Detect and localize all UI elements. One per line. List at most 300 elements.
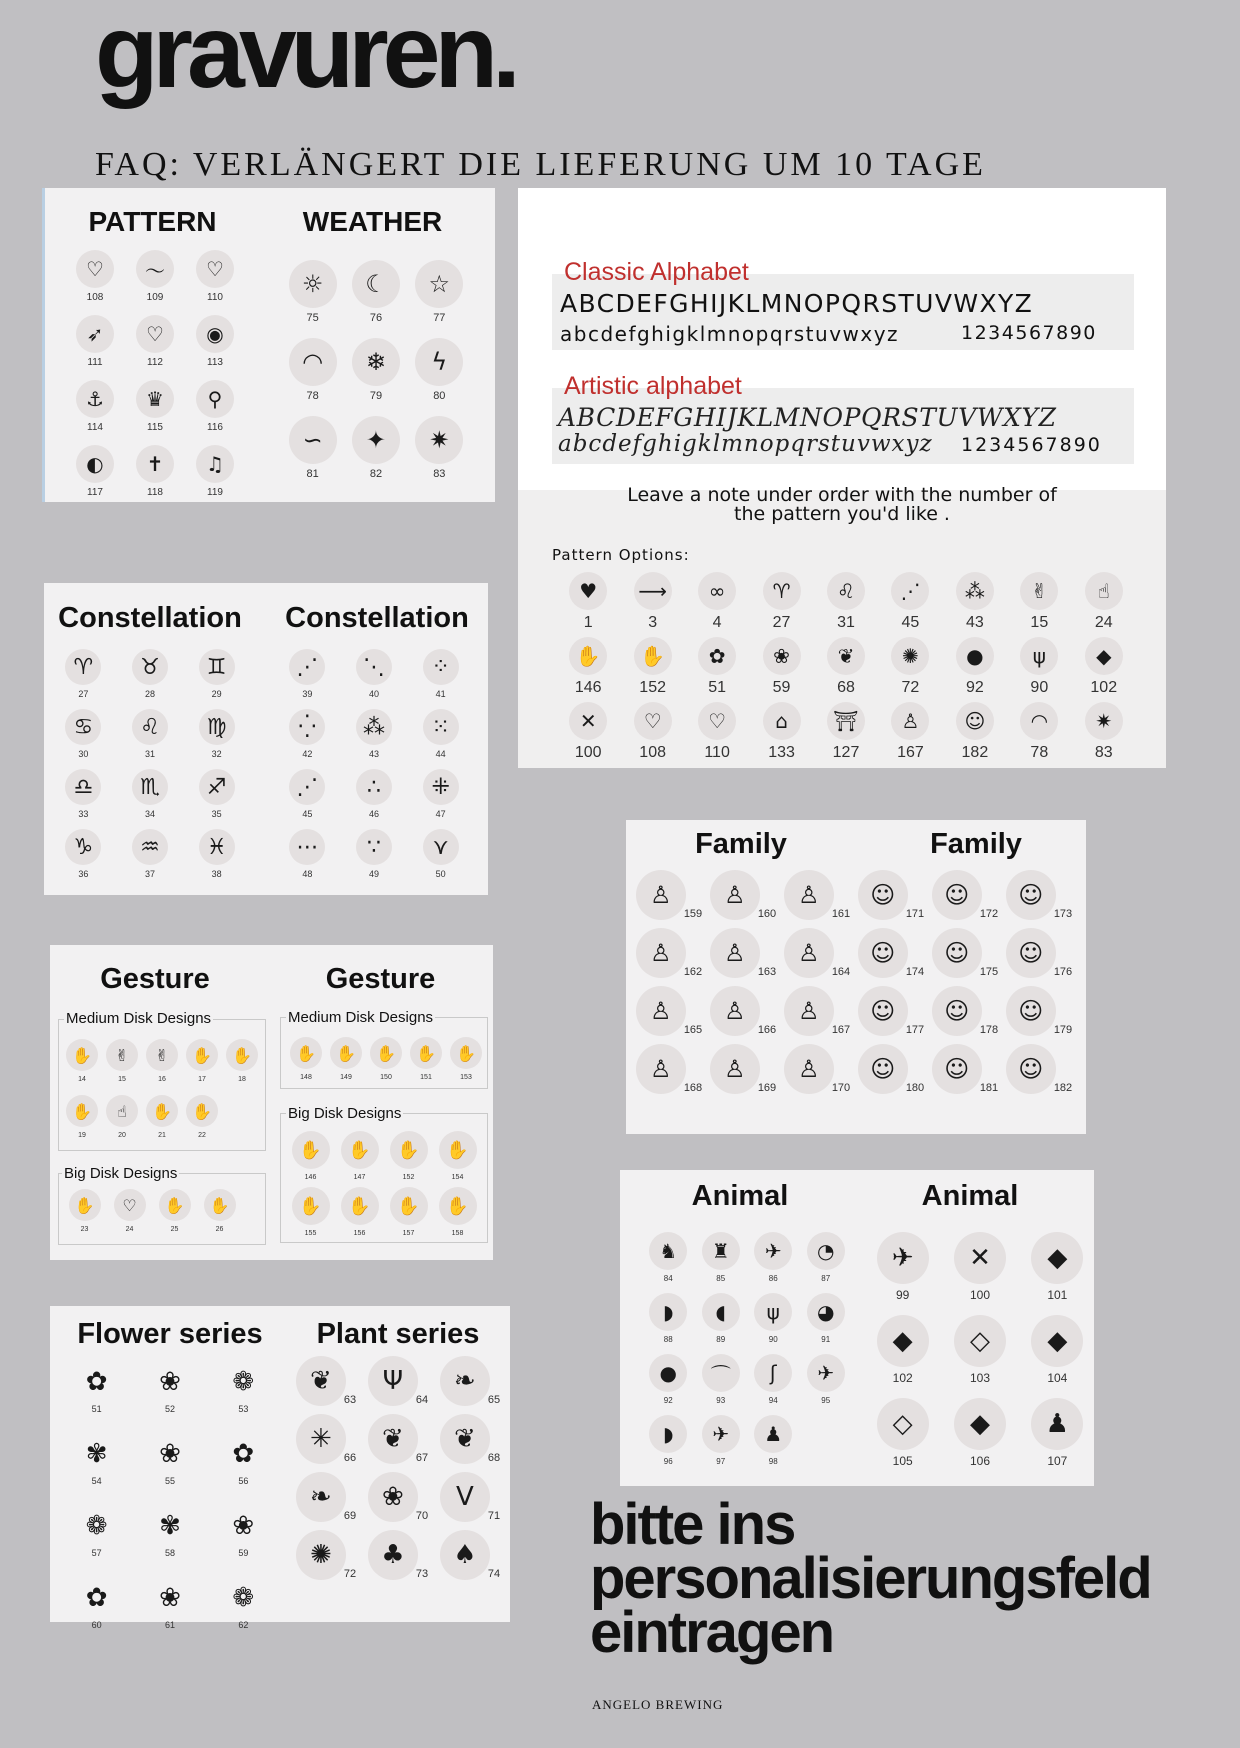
design-number: 43 (368, 749, 379, 759)
design-number: 41 (435, 689, 446, 699)
design-item (685, 702, 749, 761)
design-number: 63 (343, 1394, 357, 1406)
design-number: 167 (831, 1024, 851, 1036)
design-icon: ☺ (858, 986, 908, 1036)
design-number: 31 (837, 614, 855, 631)
design-number: 177 (905, 1024, 925, 1036)
classic-lowercase: abcdefghigklmnopqrstuvwxyz (560, 322, 900, 346)
design-item (407, 649, 474, 699)
design-number: 82 (369, 468, 383, 480)
design-item (50, 769, 117, 819)
design-item (133, 1436, 206, 1486)
design-icon: ◔ (807, 1232, 845, 1270)
design-icon: ◇ (877, 1398, 929, 1450)
design-icon: ✋ (159, 1189, 191, 1221)
design-item (706, 986, 780, 1036)
design-item (60, 1508, 133, 1558)
design-number: 4 (712, 614, 722, 631)
design-number: 146 (574, 679, 602, 696)
design-number: 169 (757, 1082, 777, 1094)
design-icon: ♌ (132, 709, 168, 745)
design-item (1002, 1044, 1076, 1094)
design-item (407, 769, 474, 819)
design-icon: ◆ (1031, 1232, 1083, 1284)
design-icon: ⁘ (423, 649, 459, 685)
design-icon: ✋ (186, 1095, 218, 1127)
design-number: 106 (969, 1454, 990, 1468)
design-number: 30 (78, 749, 89, 759)
design-item (185, 315, 245, 368)
design-number: 68 (837, 679, 855, 696)
design-icon: ♐ (199, 769, 235, 805)
design-icon: ✋ (341, 1131, 379, 1169)
design-item (60, 1436, 133, 1486)
design-item (274, 769, 341, 819)
artistic-uppercase: ABCDEFGHIJKLMNOPQRSTUVWXYZ (558, 403, 1057, 432)
design-icon: ✿ (85, 1583, 108, 1613)
design-icon: ✋ (390, 1131, 428, 1169)
design-number: 50 (435, 869, 446, 879)
design-item (642, 1232, 695, 1283)
design-number: 117 (87, 487, 103, 498)
design-number: 18 (238, 1076, 246, 1083)
design-icon: ❧ (440, 1356, 490, 1406)
design-number: 42 (302, 749, 313, 759)
design-icon: ✋ (226, 1039, 258, 1071)
design-icon: ♈ (763, 572, 801, 610)
design-number: 70 (415, 1510, 429, 1522)
design-icon: ◆ (954, 1398, 1006, 1450)
design-number: 182 (961, 744, 989, 761)
design-number: 159 (683, 908, 703, 920)
design-icon: ψ (1020, 637, 1058, 675)
design-icon: ❦ (827, 637, 865, 675)
design-item (943, 702, 1007, 761)
design-icon: ♍ (199, 709, 235, 745)
design-item (197, 1189, 242, 1233)
order-note-line1: Leave a note under order with the number of (627, 484, 1057, 506)
weather-title: WEATHER (302, 206, 443, 237)
artistic-lowercase: abcdefghigklmnopqrstuvwxyz (558, 431, 933, 457)
design-item (344, 260, 407, 324)
design-item (406, 1037, 446, 1081)
design-item (326, 1037, 366, 1081)
design-item (362, 1530, 434, 1580)
design-number: 182 (1053, 1082, 1073, 1094)
design-number: 102 (1090, 679, 1118, 696)
design-item (335, 1187, 384, 1237)
design-item (1002, 870, 1076, 920)
design-icon: ⋎ (423, 829, 459, 865)
design-icon: ⁜ (423, 769, 459, 805)
design-item (185, 445, 245, 498)
design-item (800, 1354, 853, 1405)
design-number: 60 (91, 1620, 102, 1630)
design-item (62, 1095, 102, 1139)
design-item (556, 572, 620, 631)
design-item (182, 1039, 222, 1083)
design-number: 79 (369, 390, 383, 402)
design-item (620, 702, 684, 761)
animal-panel (620, 1170, 1094, 1486)
design-number: 59 (238, 1548, 249, 1558)
design-icon: ♙ (710, 870, 760, 920)
design-number: 133 (768, 744, 795, 761)
design-number: 43 (965, 614, 984, 631)
design-number: 95 (821, 1396, 831, 1405)
design-item (290, 1530, 362, 1580)
design-number: 179 (1053, 1024, 1073, 1036)
design-item (642, 1415, 695, 1466)
gesture-panel (50, 945, 493, 1260)
family-panel (626, 820, 1086, 1134)
left-medium-disk-label: Medium Disk Designs (66, 1010, 212, 1027)
design-item (274, 709, 341, 759)
design-item (749, 572, 813, 631)
design-item (335, 1131, 384, 1181)
design-number: 73 (415, 1568, 429, 1580)
design-icon: ❁ (232, 1583, 255, 1613)
design-item (1002, 986, 1076, 1036)
design-number: 94 (768, 1396, 778, 1405)
design-number: 108 (86, 292, 104, 303)
design-item (102, 1095, 142, 1139)
design-number: 52 (164, 1404, 175, 1414)
left-medium-disk-grid (62, 1039, 262, 1139)
design-icon: ❀ (159, 1367, 181, 1397)
design-number: 14 (78, 1076, 86, 1083)
design-number: 48 (302, 869, 313, 879)
design-icon: ✿ (698, 637, 736, 675)
design-item (341, 649, 408, 699)
design-icon: ☼ (289, 260, 337, 308)
design-item (434, 1472, 506, 1522)
design-icon: ☺ (932, 986, 982, 1036)
design-number: 25 (170, 1226, 179, 1233)
design-item (286, 1187, 335, 1237)
pattern-grid (65, 250, 245, 498)
design-icon: ✋ (292, 1187, 330, 1225)
design-item (620, 637, 684, 696)
design-number: 102 (892, 1371, 913, 1385)
right-medium-disk-grid (286, 1037, 486, 1081)
design-item (142, 1095, 182, 1139)
design-item (556, 637, 620, 696)
design-icon: ⚲ (196, 380, 234, 418)
design-icon: ✈ (877, 1232, 929, 1284)
design-icon: 〜 (136, 250, 174, 288)
design-icon: ◠ (1020, 702, 1058, 740)
design-item (878, 637, 942, 696)
design-icon: ʃ (754, 1354, 792, 1392)
design-number: 92 (663, 1396, 673, 1405)
design-item (281, 260, 344, 324)
design-item (433, 1131, 482, 1181)
animal-title-right: Animal (921, 1180, 1019, 1212)
design-number: 72 (901, 679, 920, 696)
design-number: 32 (211, 749, 222, 759)
design-number: 118 (147, 487, 163, 498)
design-number: 15 (1030, 614, 1049, 631)
design-item (854, 1044, 928, 1094)
flower-series-title: Flower series (77, 1318, 263, 1350)
design-number: 17 (198, 1076, 206, 1083)
design-item (362, 1356, 434, 1406)
design-item (632, 928, 706, 978)
design-icon: ✋ (341, 1187, 379, 1225)
design-number: 181 (979, 1082, 999, 1094)
design-number: 165 (683, 1024, 703, 1036)
gesture-title-left: Gesture (100, 963, 210, 995)
instruction-line2: personalisierungsfeld (590, 1546, 1151, 1611)
design-number: 149 (340, 1074, 352, 1081)
design-number: 68 (487, 1452, 501, 1464)
design-number: 81 (306, 468, 319, 480)
design-icon: ♡ (114, 1189, 146, 1221)
design-number: 91 (821, 1335, 831, 1344)
design-icon: ♡ (196, 250, 234, 288)
design-icon: ✦ (352, 416, 400, 464)
design-icon: ✋ (370, 1037, 402, 1069)
design-number: 77 (433, 312, 446, 324)
design-item (1002, 928, 1076, 978)
design-icon: ✋ (69, 1189, 101, 1221)
design-icon: ⁙ (423, 709, 459, 745)
flower-grid (60, 1364, 280, 1630)
family-title-right: Family (930, 828, 1022, 860)
design-icon: ♟ (1031, 1398, 1083, 1450)
family-title-left: Family (695, 828, 787, 860)
design-number: 44 (435, 749, 446, 759)
design-icon: ♙ (784, 1044, 834, 1094)
design-item (854, 870, 928, 920)
design-item (60, 1580, 133, 1630)
design-number: 29 (211, 689, 222, 699)
design-icon: ● (649, 1354, 687, 1392)
design-icon: ◆ (1031, 1315, 1083, 1367)
design-item (685, 637, 749, 696)
design-item (800, 1293, 853, 1344)
design-item (1007, 702, 1071, 761)
design-icon: ♙ (710, 928, 760, 978)
design-number: 69 (343, 1510, 357, 1522)
star-constellation-grid (274, 649, 474, 879)
design-number: 108 (639, 744, 666, 761)
design-item (341, 769, 408, 819)
design-number: 35 (211, 809, 222, 819)
design-number: 19 (78, 1132, 86, 1139)
design-icon: ❁ (85, 1511, 108, 1541)
design-item (341, 709, 408, 759)
design-item (642, 1354, 695, 1405)
design-icon: ♊ (199, 649, 235, 685)
design-icon: ✋ (569, 637, 607, 675)
design-number: 173 (1053, 908, 1073, 920)
design-icon: ⟶ (634, 572, 672, 610)
design-number: 161 (831, 908, 851, 920)
design-icon: V (440, 1472, 490, 1522)
design-item (408, 260, 471, 324)
pattern-weather-panel (42, 188, 495, 502)
design-icon: ♜ (702, 1232, 740, 1270)
design-icon: ☺ (1006, 1044, 1056, 1094)
design-item (62, 1189, 107, 1233)
design-item (152, 1189, 197, 1233)
design-item (125, 315, 185, 368)
design-icon: ❀ (368, 1472, 418, 1522)
design-number: 103 (969, 1371, 990, 1385)
design-number: 101 (1047, 1288, 1068, 1302)
design-item (434, 1356, 506, 1406)
design-icon: ⚓ (76, 380, 114, 418)
classic-uppercase: ABCDEFGHIJKLMNOPQRSTUVWXYZ (560, 289, 1034, 318)
design-number: 109 (146, 292, 164, 303)
design-item (433, 1187, 482, 1237)
design-number: 114 (87, 422, 103, 433)
design-item (185, 380, 245, 433)
design-item (1019, 1315, 1096, 1384)
design-number: 107 (1047, 1454, 1068, 1468)
design-item (290, 1414, 362, 1464)
design-icon: ⋰ (289, 649, 325, 685)
design-number: 148 (300, 1074, 312, 1081)
design-number: 27 (78, 689, 89, 699)
design-number: 16 (158, 1076, 166, 1083)
design-icon: ☺ (956, 702, 994, 740)
design-icon: ♠ (440, 1530, 490, 1580)
design-number: 147 (353, 1174, 366, 1181)
design-number: 115 (147, 422, 163, 433)
design-item (928, 870, 1002, 920)
design-icon: ♫ (196, 445, 234, 483)
design-number: 89 (716, 1335, 726, 1344)
design-item (222, 1039, 262, 1083)
left-big-disk-grid (62, 1189, 242, 1233)
design-item (695, 1415, 748, 1466)
design-item (65, 445, 125, 498)
design-item (286, 1131, 335, 1181)
right-big-disk-label: Big Disk Designs (288, 1105, 402, 1122)
design-icon: ◗ (649, 1293, 687, 1331)
design-icon: ◆ (1085, 637, 1123, 675)
design-item (183, 709, 250, 759)
design-number: 90 (1030, 679, 1049, 696)
design-item (183, 769, 250, 819)
flower-plant-panel (50, 1306, 510, 1630)
design-item (362, 1414, 434, 1464)
gesture-title-right: Gesture (325, 963, 436, 995)
design-icon: ❦ (368, 1414, 418, 1464)
design-icon: Ψ (368, 1356, 418, 1406)
design-item (928, 1044, 1002, 1094)
design-number: 78 (306, 390, 319, 402)
design-icon: ✈ (807, 1354, 845, 1392)
design-item (125, 445, 185, 498)
design-number: 37 (144, 869, 155, 879)
design-item (814, 572, 878, 631)
design-number: 127 (832, 744, 860, 761)
design-number: 92 (965, 679, 984, 696)
design-icon: ✷ (1085, 702, 1123, 740)
design-number: 45 (302, 809, 313, 819)
design-icon: ☺ (932, 1044, 982, 1094)
design-icon: ☺ (932, 870, 982, 920)
design-icon: ☺ (932, 928, 982, 978)
design-number: 45 (901, 614, 920, 631)
design-icon: ✷ (415, 416, 463, 464)
design-item (107, 1189, 152, 1233)
design-item (434, 1530, 506, 1580)
design-number: 87 (821, 1274, 831, 1283)
design-item (117, 829, 184, 879)
design-icon: ✋ (186, 1039, 218, 1071)
design-number: 93 (716, 1396, 726, 1405)
design-icon: ❄ (352, 338, 400, 386)
design-icon: ♡ (634, 702, 672, 740)
pattern-options-label: Pattern Options: (552, 546, 690, 564)
design-icon: ✋ (330, 1037, 362, 1069)
design-number: 31 (144, 749, 155, 759)
design-item (384, 1187, 433, 1237)
design-item (941, 1232, 1018, 1301)
design-icon: ✈ (702, 1415, 740, 1453)
design-item (1019, 1398, 1096, 1467)
constellation-panel (44, 583, 488, 895)
design-item (685, 572, 749, 631)
design-icon: ⋰ (289, 769, 325, 805)
design-item (695, 1293, 748, 1344)
design-item (749, 637, 813, 696)
design-icon: ✋ (290, 1037, 322, 1069)
design-icon: ⁂ (956, 572, 994, 610)
design-number: 99 (895, 1288, 910, 1302)
design-item (928, 928, 1002, 978)
design-item (632, 986, 706, 1036)
design-icon: ✋ (410, 1037, 442, 1069)
design-item (943, 572, 1007, 631)
design-number: 24 (125, 1226, 134, 1233)
constellation-title-right: Constellation (285, 602, 469, 634)
design-icon: ☺ (1006, 986, 1056, 1036)
design-item (747, 1354, 800, 1405)
design-number: 162 (683, 966, 703, 978)
design-number: 167 (897, 744, 924, 761)
design-item (446, 1037, 486, 1081)
design-icon: ψ (754, 1293, 792, 1331)
design-number: 67 (415, 1452, 429, 1464)
design-number: 96 (663, 1457, 673, 1466)
design-icon: ✋ (204, 1189, 236, 1221)
faq-subtitle: FAQ: VERLÄNGERT DIE LIEFERUNG UM 10 TAGE (95, 146, 986, 183)
design-number: 53 (238, 1404, 249, 1414)
design-number: 98 (768, 1457, 778, 1466)
design-number: 112 (147, 357, 163, 368)
design-icon: ♡ (136, 315, 174, 353)
design-number: 172 (979, 908, 999, 920)
design-item (125, 250, 185, 303)
design-item (642, 1293, 695, 1344)
design-icon: ϟ (415, 338, 463, 386)
design-icon: ✋ (66, 1039, 98, 1071)
design-number: 157 (402, 1230, 415, 1237)
design-number: 155 (304, 1230, 317, 1237)
instruction-line3: eintragen (590, 1600, 834, 1665)
design-number: 23 (80, 1226, 89, 1233)
design-icon: ❀ (159, 1583, 181, 1613)
design-icon: ✾ (159, 1511, 181, 1541)
design-number: 27 (772, 614, 791, 631)
design-item (434, 1414, 506, 1464)
